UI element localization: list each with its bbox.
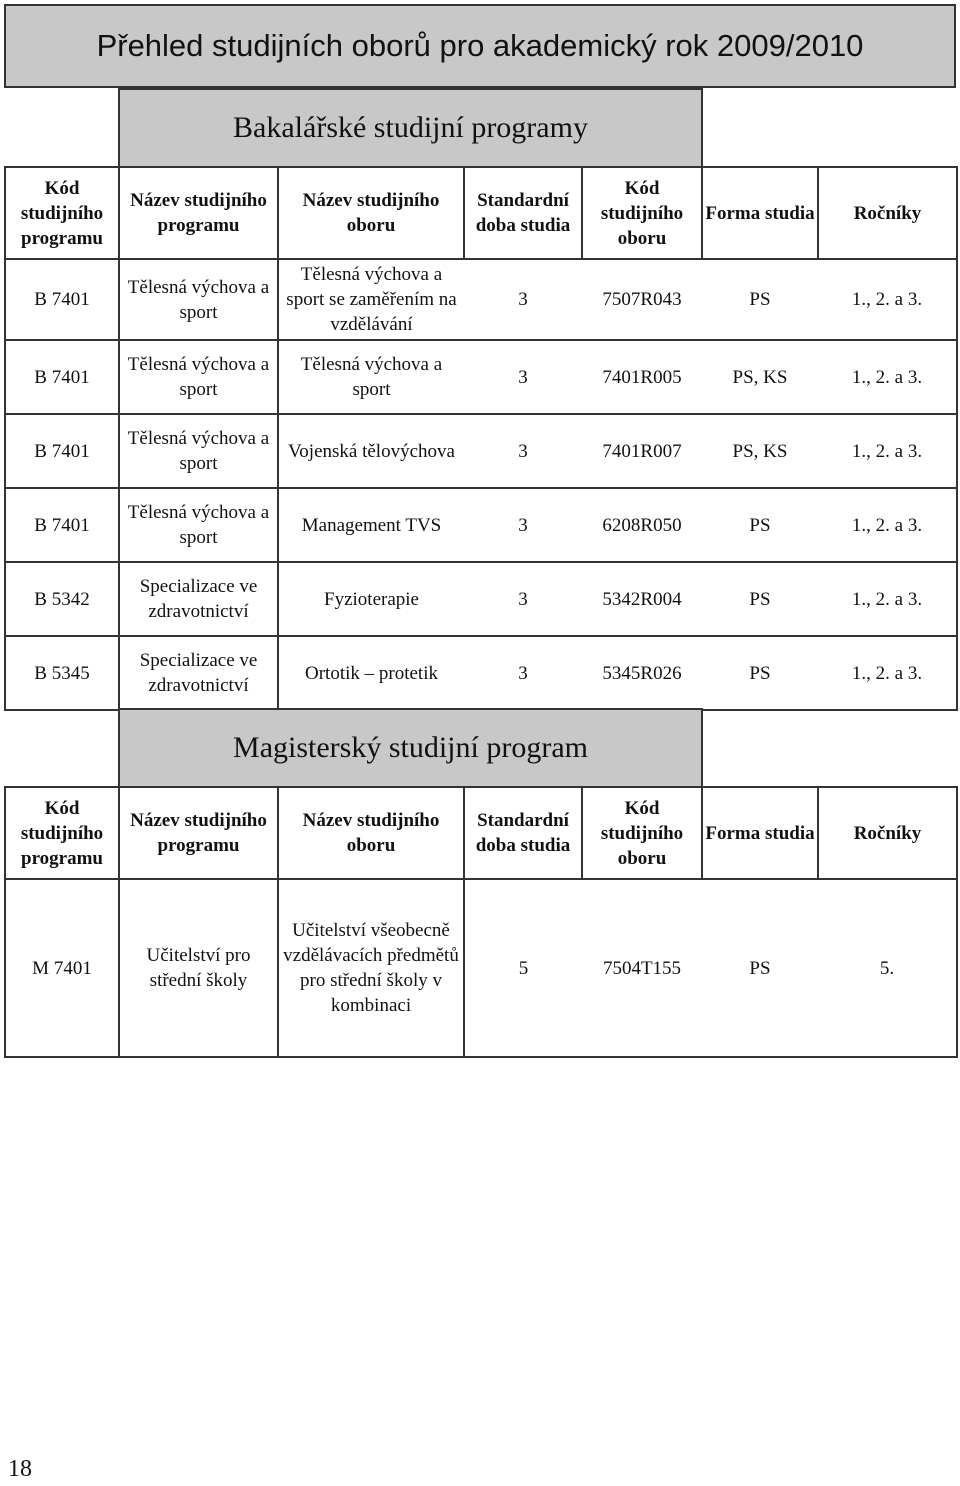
field-code: 5345R026 — [582, 636, 702, 710]
field-code: 5342R004 — [582, 562, 702, 636]
master-table — [4, 786, 958, 1058]
table-row — [5, 488, 957, 562]
col-header-study-form: Forma studia — [702, 787, 818, 879]
duration: 3 — [464, 259, 582, 340]
field-name: Učitelství všeobecně vzdělávacích předmětů pro střední školy v kombinaci — [278, 879, 464, 1057]
col-header-duration: Standardní doba studia — [464, 167, 582, 259]
bachelor-table — [4, 166, 958, 711]
study-form: PS — [702, 636, 818, 710]
col-header-field-name: Název studijního oboru — [278, 787, 464, 879]
table-row — [5, 562, 957, 636]
duration: 3 — [464, 340, 582, 414]
field-name: Ortotik – protetik — [278, 636, 464, 710]
program-code: B 7401 — [5, 414, 119, 488]
field-name: Tělesná výchova a sport se zaměřením na vzdělávání — [278, 259, 464, 340]
program-code: B 7401 — [5, 488, 119, 562]
table-row — [5, 259, 957, 340]
study-form: PS — [702, 562, 818, 636]
program-code: B 7401 — [5, 340, 119, 414]
table-row — [5, 636, 957, 710]
col-header-program-name: Název studijního programu — [119, 787, 278, 879]
duration: 3 — [464, 414, 582, 488]
col-header-study-form: Forma studia — [702, 167, 818, 259]
program-name: Učitelství pro střední školy — [119, 879, 278, 1057]
study-form: PS — [702, 488, 818, 562]
col-header-years: Ročníky — [818, 167, 957, 259]
master-heading: Magisterský studijní program — [118, 708, 703, 788]
program-name: Specializace ve zdravotnictví — [119, 636, 278, 710]
program-name: Tělesná výchova a sport — [119, 488, 278, 562]
field-code: 7401R005 — [582, 340, 702, 414]
table-row — [5, 340, 957, 414]
field-code: 7504T155 — [582, 879, 702, 1057]
years: 1., 2. a 3. — [818, 636, 957, 710]
duration: 3 — [464, 488, 582, 562]
field-name: Fyzioterapie — [278, 562, 464, 636]
page-title-box — [4, 4, 956, 88]
field-name: Management TVS — [278, 488, 464, 562]
duration: 5 — [464, 879, 582, 1057]
col-header-duration: Standardní doba studia — [464, 787, 582, 879]
duration: 3 — [464, 636, 582, 710]
program-code: B 5345 — [5, 636, 119, 710]
table-row — [5, 414, 957, 488]
page-title: Přehled studijních oborů pro akademický rok 2009/2010 — [96, 28, 864, 63]
col-header-program-name: Název studijního programu — [119, 167, 278, 259]
field-name: Tělesná výchova a sport — [278, 340, 464, 414]
study-form: PS — [702, 879, 818, 1057]
study-form: PS — [702, 259, 818, 340]
program-name: Tělesná výchova a sport — [119, 340, 278, 414]
study-form: PS, KS — [702, 340, 818, 414]
field-name: Vojenská tělovýchova — [278, 414, 464, 488]
field-code: 6208R050 — [582, 488, 702, 562]
years: 1., 2. a 3. — [818, 488, 957, 562]
years: 5. — [818, 879, 957, 1057]
years: 1., 2. a 3. — [818, 562, 957, 636]
years: 1., 2. a 3. — [818, 414, 957, 488]
col-header-years: Ročníky — [818, 787, 957, 879]
program-name: Tělesná výchova a sport — [119, 259, 278, 340]
program-code: B 7401 — [5, 259, 119, 340]
study-form: PS, KS — [702, 414, 818, 488]
col-header-field-code: Kód studijního oboru — [582, 167, 702, 259]
table-row — [5, 879, 957, 1057]
program-code: B 5342 — [5, 562, 119, 636]
program-code: M 7401 — [5, 879, 119, 1057]
years: 1., 2. a 3. — [818, 259, 957, 340]
col-header-field-name: Název studijního oboru — [278, 167, 464, 259]
page-number: 18 — [8, 1456, 32, 1482]
col-header-field-code: Kód studijního oboru — [582, 787, 702, 879]
bachelor-heading: Bakalářské studijní programy — [118, 88, 703, 168]
col-header-program-code: Kód studijního programu — [5, 787, 119, 879]
field-code: 7401R007 — [582, 414, 702, 488]
field-code: 7507R043 — [582, 259, 702, 340]
col-header-program-code: Kód studijního programu — [5, 167, 119, 259]
years: 1., 2. a 3. — [818, 340, 957, 414]
duration: 3 — [464, 562, 582, 636]
program-name: Tělesná výchova a sport — [119, 414, 278, 488]
program-name: Specializace ve zdravotnictví — [119, 562, 278, 636]
